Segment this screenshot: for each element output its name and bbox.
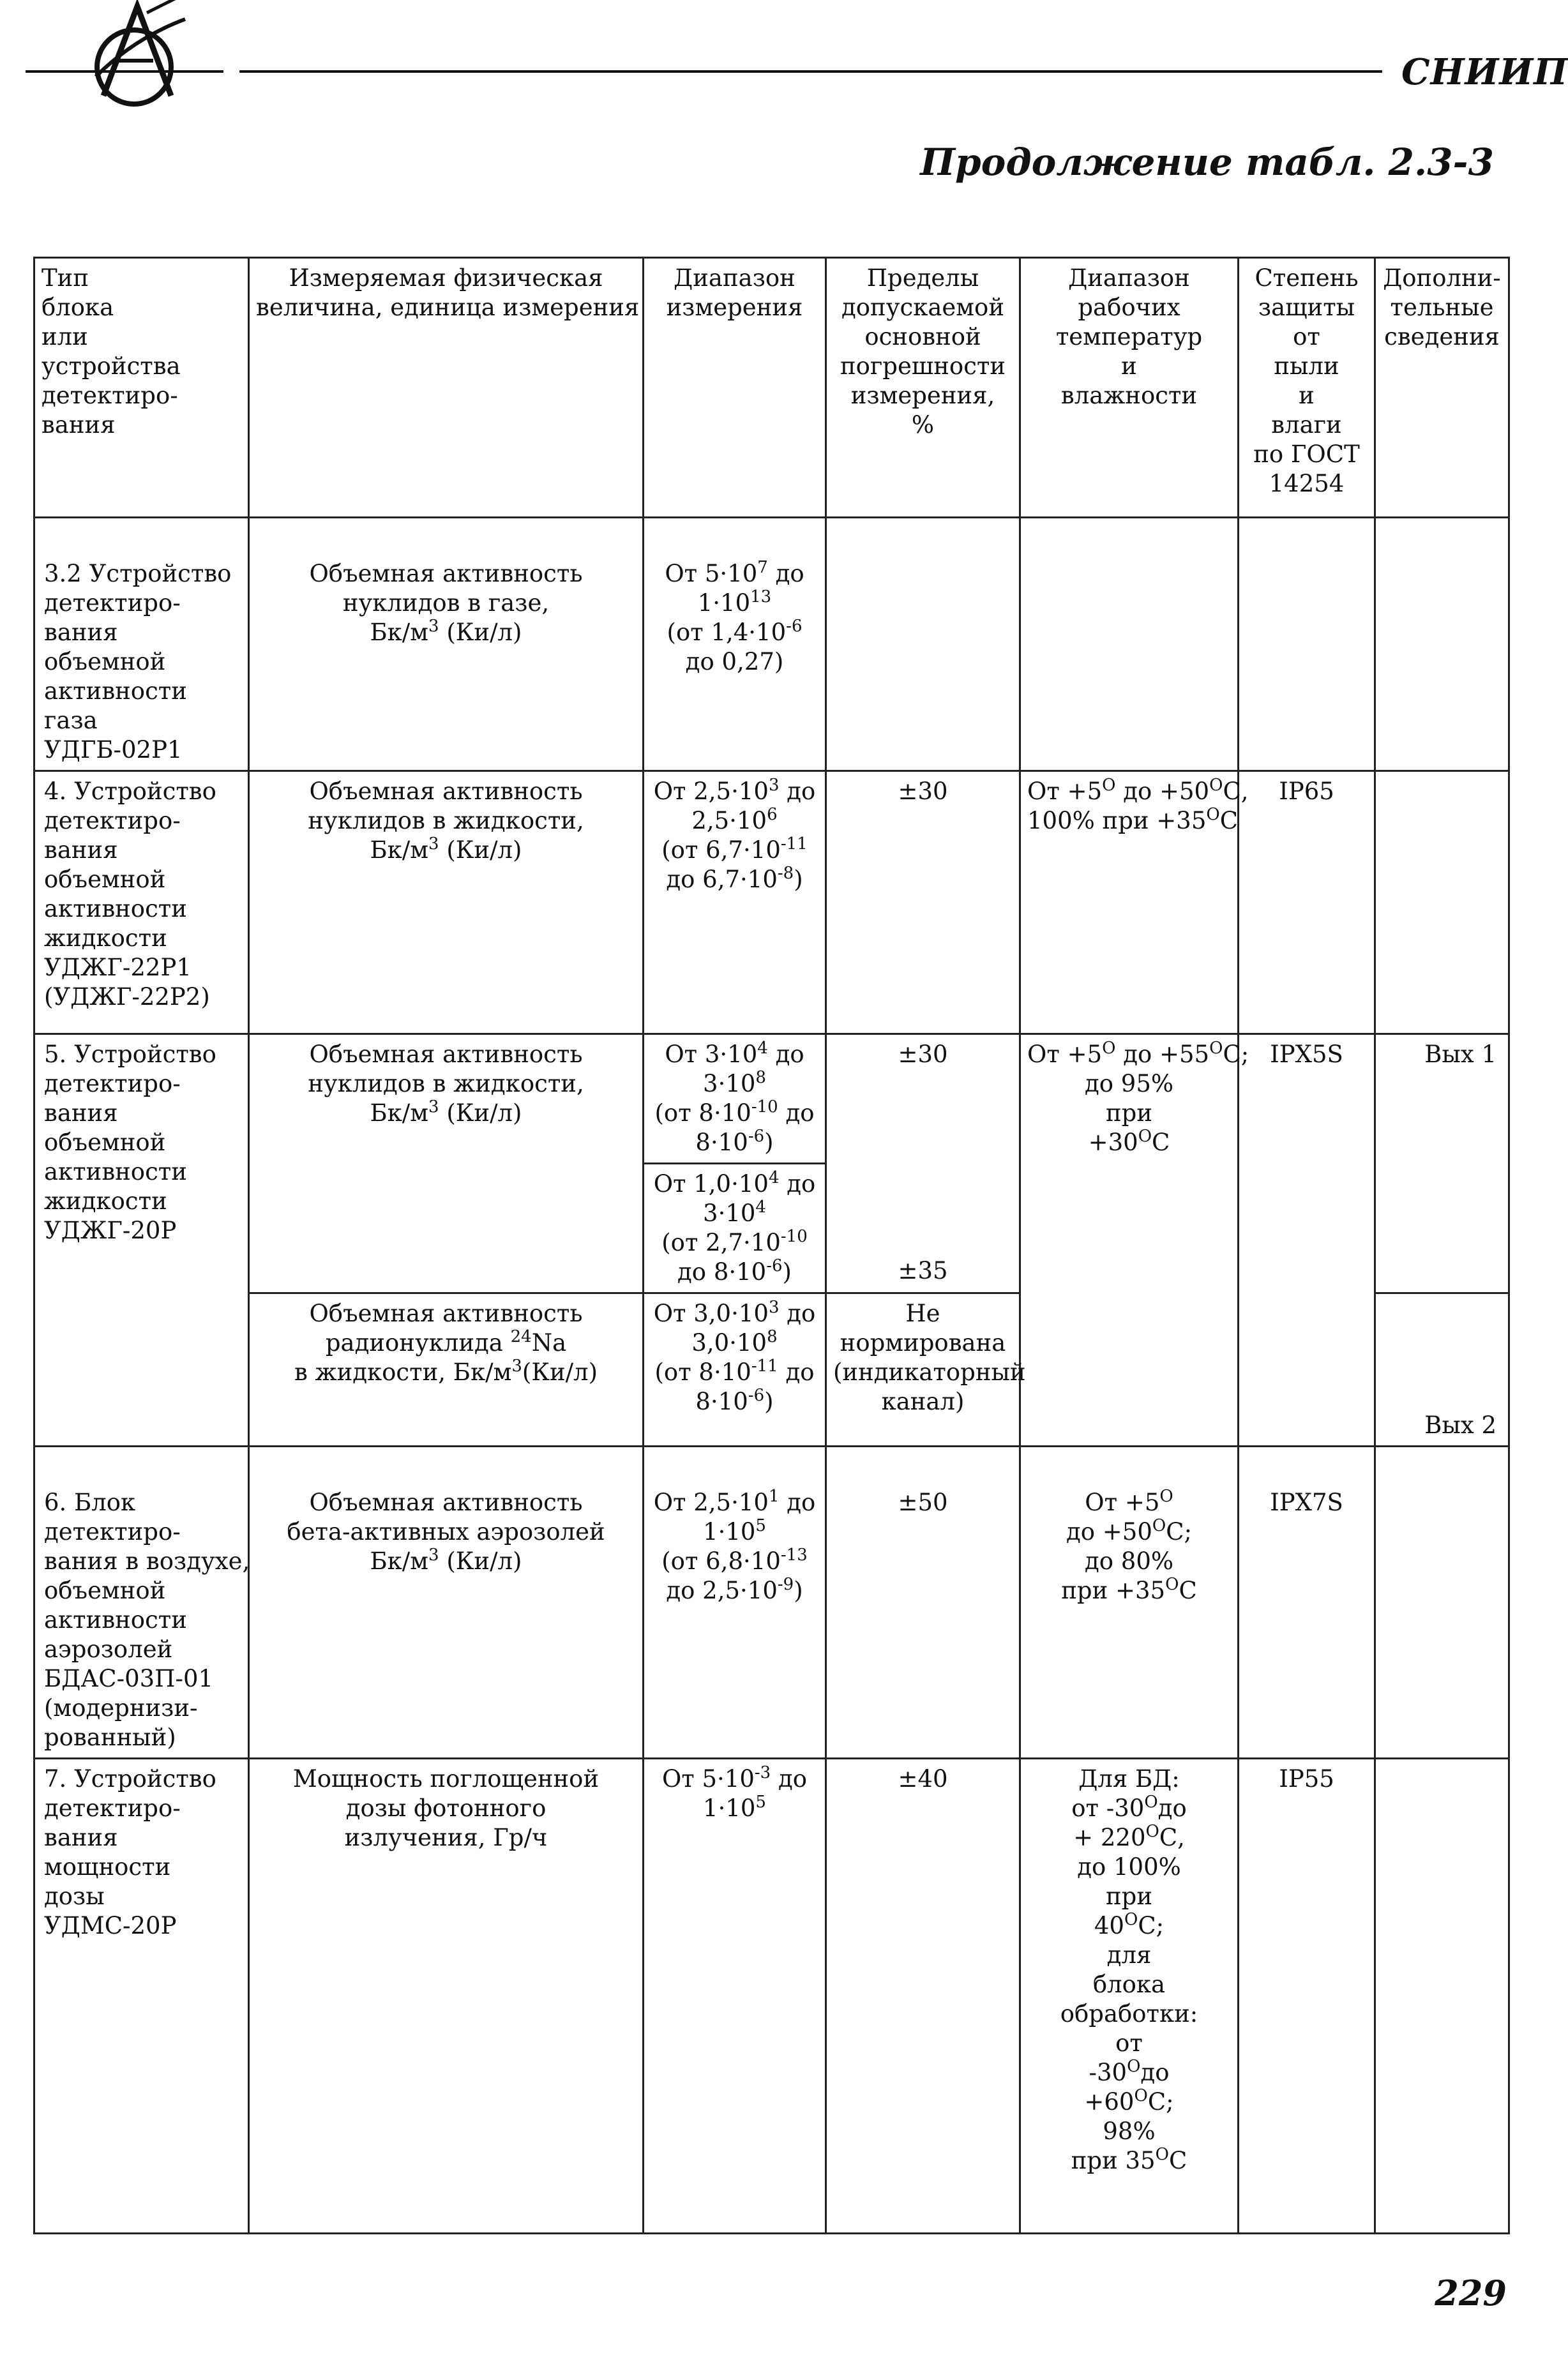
row-3-2-extra: [1375, 518, 1509, 771]
col-header-temperature: Диапазон рабочих температур и влажности: [1020, 258, 1239, 518]
row-6-range: От $2,5\cdot 10^1$ до $1\cdot 10^5$ (от $6,8\cdot 10^{-13}$ до $2,5\cdot 10^{-9}$): [644, 1447, 826, 1759]
row-5-protection: IPX5S: [1239, 1034, 1375, 1447]
brand-title: СНИИП: [1401, 51, 1568, 93]
row-5-extra-1: Вых 1: [1375, 1034, 1509, 1293]
data-table: [33, 257, 1510, 2234]
header-rule-left: [26, 70, 223, 73]
row-5-quantity-2: Объемная активность радионуклида $^{24}$Na в жидкости, $Бк/м^3(Ки/л)$: [249, 1293, 644, 1447]
table-row: [34, 1447, 1509, 1759]
row-6-quantity: Объемная активность бета-активных аэрозолей $Бк/м^3$ (Ки/л): [249, 1447, 644, 1759]
row-5-temperature: От $+5^О$ до $+55^ОС$; до 95% при $+30^ОС$: [1020, 1034, 1239, 1447]
row-5-range-1b: От $1,0\cdot 10^4$ до $3\cdot 10^4$ (от $2,7\cdot 10^{-10}$ до $8\cdot 10^{-6}$): [644, 1164, 826, 1293]
table-header-row: [34, 258, 1509, 518]
table-row: [34, 771, 1509, 1034]
row-7-type: 7. Устройство детектиро- вания мощности дозы УДМС-20Р: [34, 1759, 249, 2234]
col-header-quantity: Измеряемая физическая величина, единица измерения: [249, 258, 644, 518]
row-3-2-range: От $5\cdot 10^7$ до $1\cdot 10^{13}$ (от $1,4\cdot 10^{-6}$ до 0,27): [644, 518, 826, 771]
table-row: [34, 1034, 1509, 1164]
row-5-extra-2: Вых 2: [1375, 1293, 1509, 1447]
row-3-2-protection: [1239, 518, 1375, 771]
row-6-temperature: От $+5^О$ до $+50^ОС$; до 80% при $+35^ОС$: [1020, 1447, 1239, 1759]
row-7-protection: IP55: [1239, 1759, 1375, 2234]
row-4-error: ±30: [826, 771, 1020, 1034]
row-3-2-type: 3.2 Устройство детектиро- вания объемной активности газа УДГБ-02Р1: [34, 518, 249, 771]
col-header-error: Пределы допускаемой основной погрешности измерения, %: [826, 258, 1020, 518]
row-3-2-error: [826, 518, 1020, 771]
row-7-temperature: Для БД: от $-30^Одо$ + $220^ОС$, до 100% при $40^ОС$; для блока обработки: от $-30^Одо$ $+60^ОС$; 98% при $35^ОС$: [1020, 1759, 1239, 2234]
row-5-quantity-1: Объемная активность нуклидов в жидкости, $Бк/м^3$ (Ки/л): [249, 1034, 644, 1293]
table-continuation-caption: Продолжение табл. 2.3-3: [920, 140, 1494, 184]
table-row: [34, 518, 1509, 771]
row-6-extra: [1375, 1447, 1509, 1759]
table-row: [34, 1759, 1509, 2234]
col-header-range: Диапазон измерения: [644, 258, 826, 518]
row-7-error: ±40: [826, 1759, 1020, 2234]
row-4-temperature: От $+5^О$ до $+50^ОС$, 100% при $+35^ОС$: [1020, 771, 1239, 1034]
page-number: 229: [1435, 2273, 1507, 2314]
row-5-error-1a: ±30: [898, 1041, 948, 1068]
row-3-2-temperature: [1020, 518, 1239, 771]
row-4-range: От $2,5\cdot 10^3$ до $2,5\cdot 10^6$ (от $6,7\cdot 10^{-11}$ до $6,7\cdot 10^{-8}$): [644, 771, 826, 1034]
row-5-error-1b: ±35: [898, 1257, 948, 1284]
row-5-error-2: Не нормирована (индикаторный канал): [826, 1293, 1020, 1447]
row-4-type: 4. Устройство детектиро- вания объемной активности жидкости УДЖГ-22Р1 (УДЖГ-22Р2): [34, 771, 249, 1034]
row-4-protection: IP65: [1239, 771, 1375, 1034]
col-header-protection: Степень защиты от пыли и влаги по ГОСТ 14254: [1239, 258, 1375, 518]
col-header-extra: Дополни- тельные сведения: [1375, 258, 1509, 518]
header-rule-right: [239, 70, 1382, 73]
row-7-quantity: Мощность поглощенной дозы фотонного излучения, Гр/ч: [249, 1759, 644, 2234]
row-3-2-quantity: Объемная активность нуклидов в газе, $Бк/м^3$ (Ки/л): [249, 518, 644, 771]
row-6-type: 6. Блок детектиро- вания в воздухе, объемной активности аэрозолей БДАС-03П-01 (модернизи- рованный): [34, 1447, 249, 1759]
row-7-range: От $5\cdot 10^{-3}$ до $1\cdot 10^5$: [644, 1759, 826, 2234]
col-header-type: Тип блока или устройства детектиро- вания: [34, 258, 249, 518]
row-6-error: ±50: [826, 1447, 1020, 1759]
row-4-quantity: Объемная активность нуклидов в жидкости, $Бк/м^3$ (Ки/л): [249, 771, 644, 1034]
row-5-range-2: От $3,0\cdot 10^3$ до $3,0\cdot 10^8$ (от $8\cdot 10^{-11}$ до $8\cdot 10^{-6}$): [644, 1293, 826, 1447]
row-5-range-1a: От $3\cdot 10^4$ до $3\cdot 10^8$ (от $8\cdot 10^{-10}$ до $8\cdot 10^{-6}$): [644, 1034, 826, 1164]
publisher-logo: [57, 0, 211, 121]
row-5-error-1: [826, 1034, 1020, 1293]
row-6-protection: IPX7S: [1239, 1447, 1375, 1759]
row-7-extra: [1375, 1759, 1509, 2234]
row-5-type: 5. Устройство детектиро- вания объемной активности жидкости УДЖГ-20Р: [34, 1034, 249, 1447]
row-4-extra: [1375, 771, 1509, 1034]
